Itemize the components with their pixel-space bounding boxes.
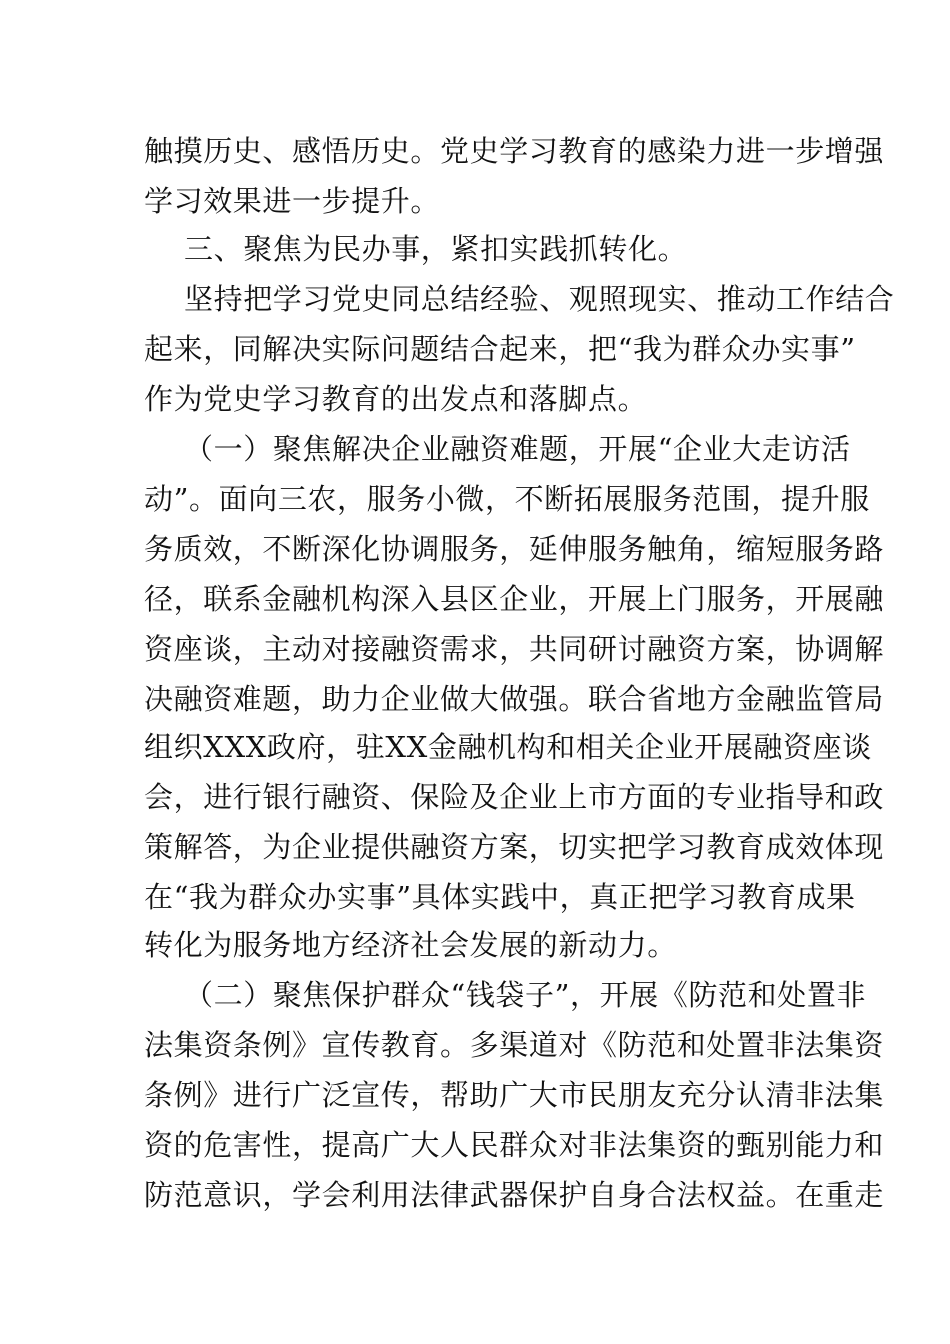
section-heading-3: 三、聚焦为民办事，紧扣实践抓转化。 xyxy=(184,232,688,266)
text-line-15: 策解答，为企业提供融资方案，切实把学习教育成效体现 xyxy=(144,830,885,864)
text-line-5: 起来，同解决实际问题结合起来，把“我为群众办实事” xyxy=(144,332,856,366)
text-line-20: 条例》进行广泛宣传，帮助广大市民朋友充分认清非法集 xyxy=(144,1078,885,1112)
text-line-12: 决融资难题，助力企业做大做强。联合省地方金融监管局 xyxy=(144,682,885,716)
subheading-line-1: （一）聚焦解决企业融资难题，开展“企业大走访活 xyxy=(184,432,851,466)
text-line-11: 资座谈，主动对接融资需求，共同研讨融资方案，协调解 xyxy=(144,632,885,666)
text-line-22: 防范意识，学会利用法律武器保护自身合法权益。在重走 xyxy=(144,1178,885,1212)
text-line-16: 在“我为群众办实事”具体实践中，真正把学习教育成果 xyxy=(144,880,856,914)
text-line-9: 务质效，不断深化协调服务，延伸服务触角，缩短服务路 xyxy=(144,532,885,566)
text-line-13: 组织XXX政府，驻XX金融机构和相关企业开展融资座谈 xyxy=(144,730,872,764)
text-line-21: 资的危害性，提高广大人民群众对非法集资的甄别能力和 xyxy=(144,1128,885,1162)
subheading-line-2: （二）聚焦保护群众“钱袋子”，开展《防范和处置非 xyxy=(184,978,867,1012)
text-line-19: 法集资条例》宣传教育。多渠道对《防范和处置非法集资 xyxy=(144,1028,885,1062)
text-line-4: 坚持把学习党史同总结经验、观照现实、推动工作结合 xyxy=(184,282,895,316)
text-line-10: 径，联系金融机构深入县区企业，开展上门服务，开展融 xyxy=(144,582,885,616)
text-line-8: 动”。面向三农，服务小微，不断拓展服务范围，提升服 xyxy=(144,482,870,516)
text-line-1: 触摸历史、感悟历史。党史学习教育的感染力进一步增强 xyxy=(144,134,885,168)
text-line-6: 作为党史学习教育的出发点和落脚点。 xyxy=(144,382,648,416)
text-line-17: 转化为服务地方经济社会发展的新动力。 xyxy=(144,928,677,962)
text-line-2: 学习效果进一步提升。 xyxy=(144,184,441,218)
text-line-14: 会，进行银行融资、保险及企业上市方面的专业指导和政 xyxy=(144,780,885,814)
